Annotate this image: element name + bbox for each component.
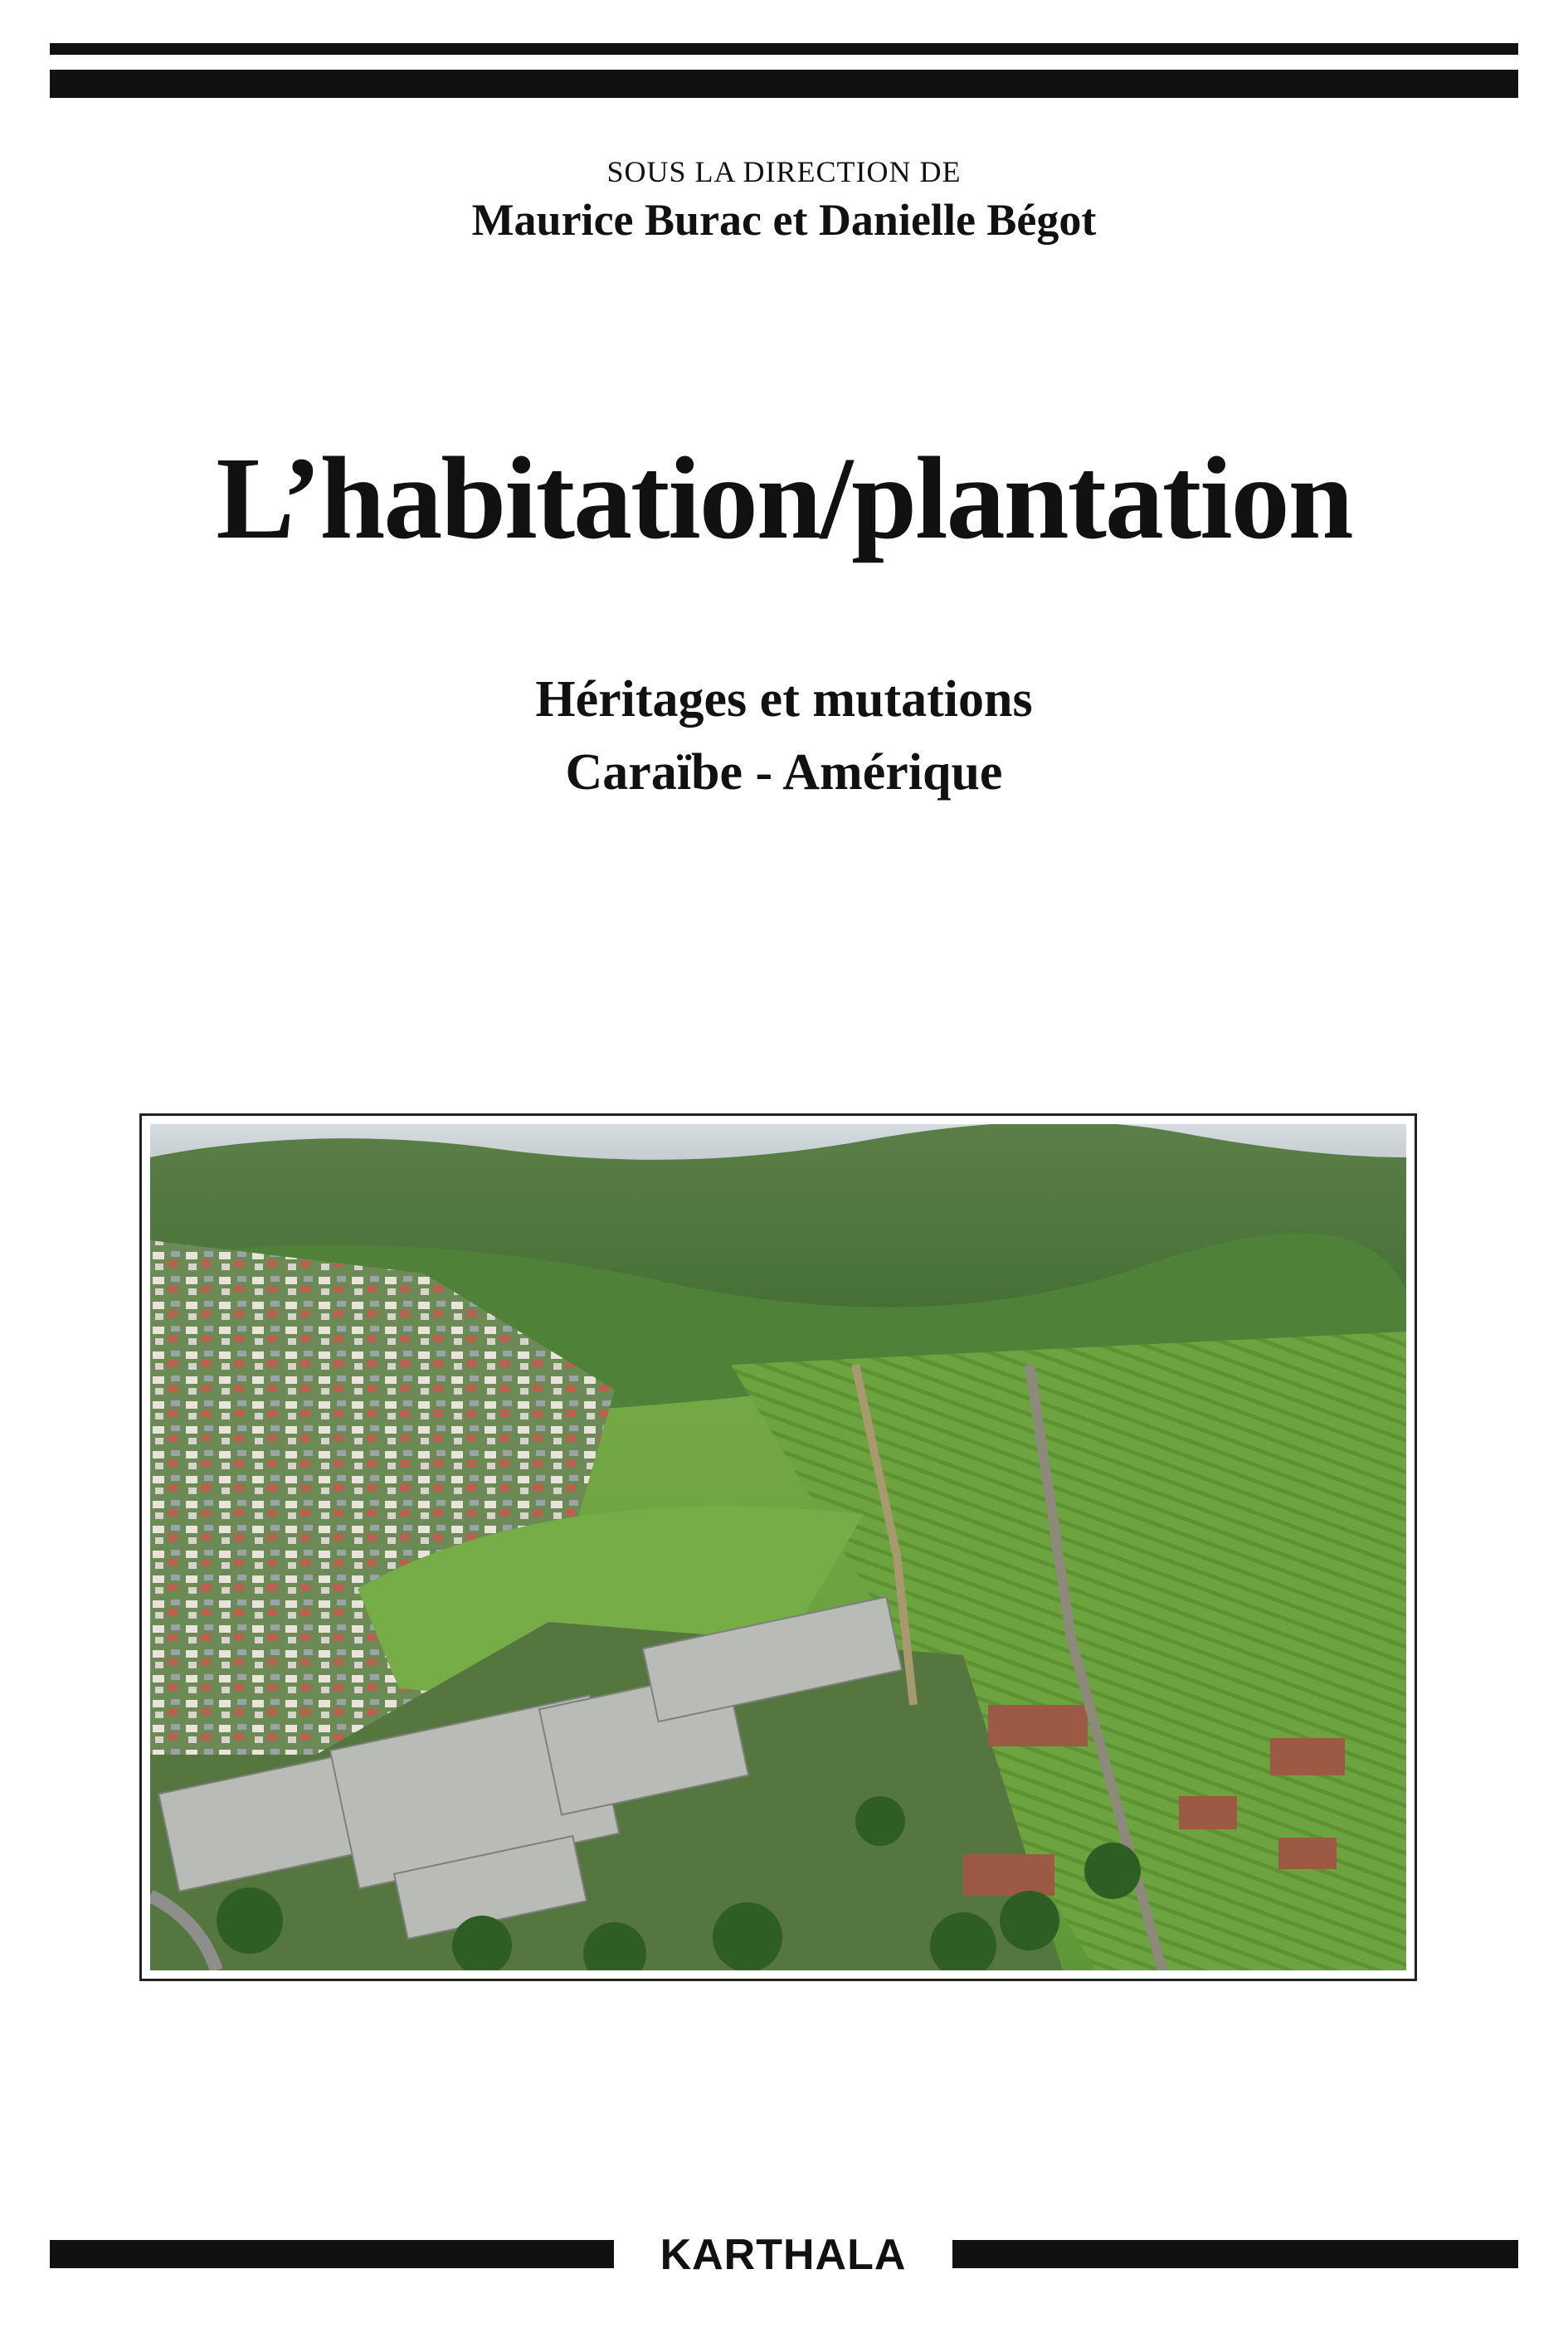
top-rule-thick bbox=[50, 70, 1518, 98]
editor-intro: SOUS LA DIRECTION DE bbox=[606, 155, 962, 188]
book-title: L’habitation/plantation bbox=[216, 432, 1352, 563]
bottom-rule-left bbox=[50, 2240, 614, 2268]
aerial-plantation-photo bbox=[150, 1124, 1406, 1970]
publisher-name: KARTHALA bbox=[660, 2231, 907, 2279]
subtitle-line-1: Héritages et mutations bbox=[535, 671, 1033, 728]
cover-photo-frame bbox=[139, 1113, 1417, 1981]
bottom-rule-right bbox=[952, 2240, 1518, 2268]
top-rule-thin bbox=[50, 43, 1518, 55]
subtitle-line-2: Caraïbe - Amérique bbox=[565, 744, 1003, 801]
editors: Maurice Burac et Danielle Bégot bbox=[471, 195, 1097, 245]
